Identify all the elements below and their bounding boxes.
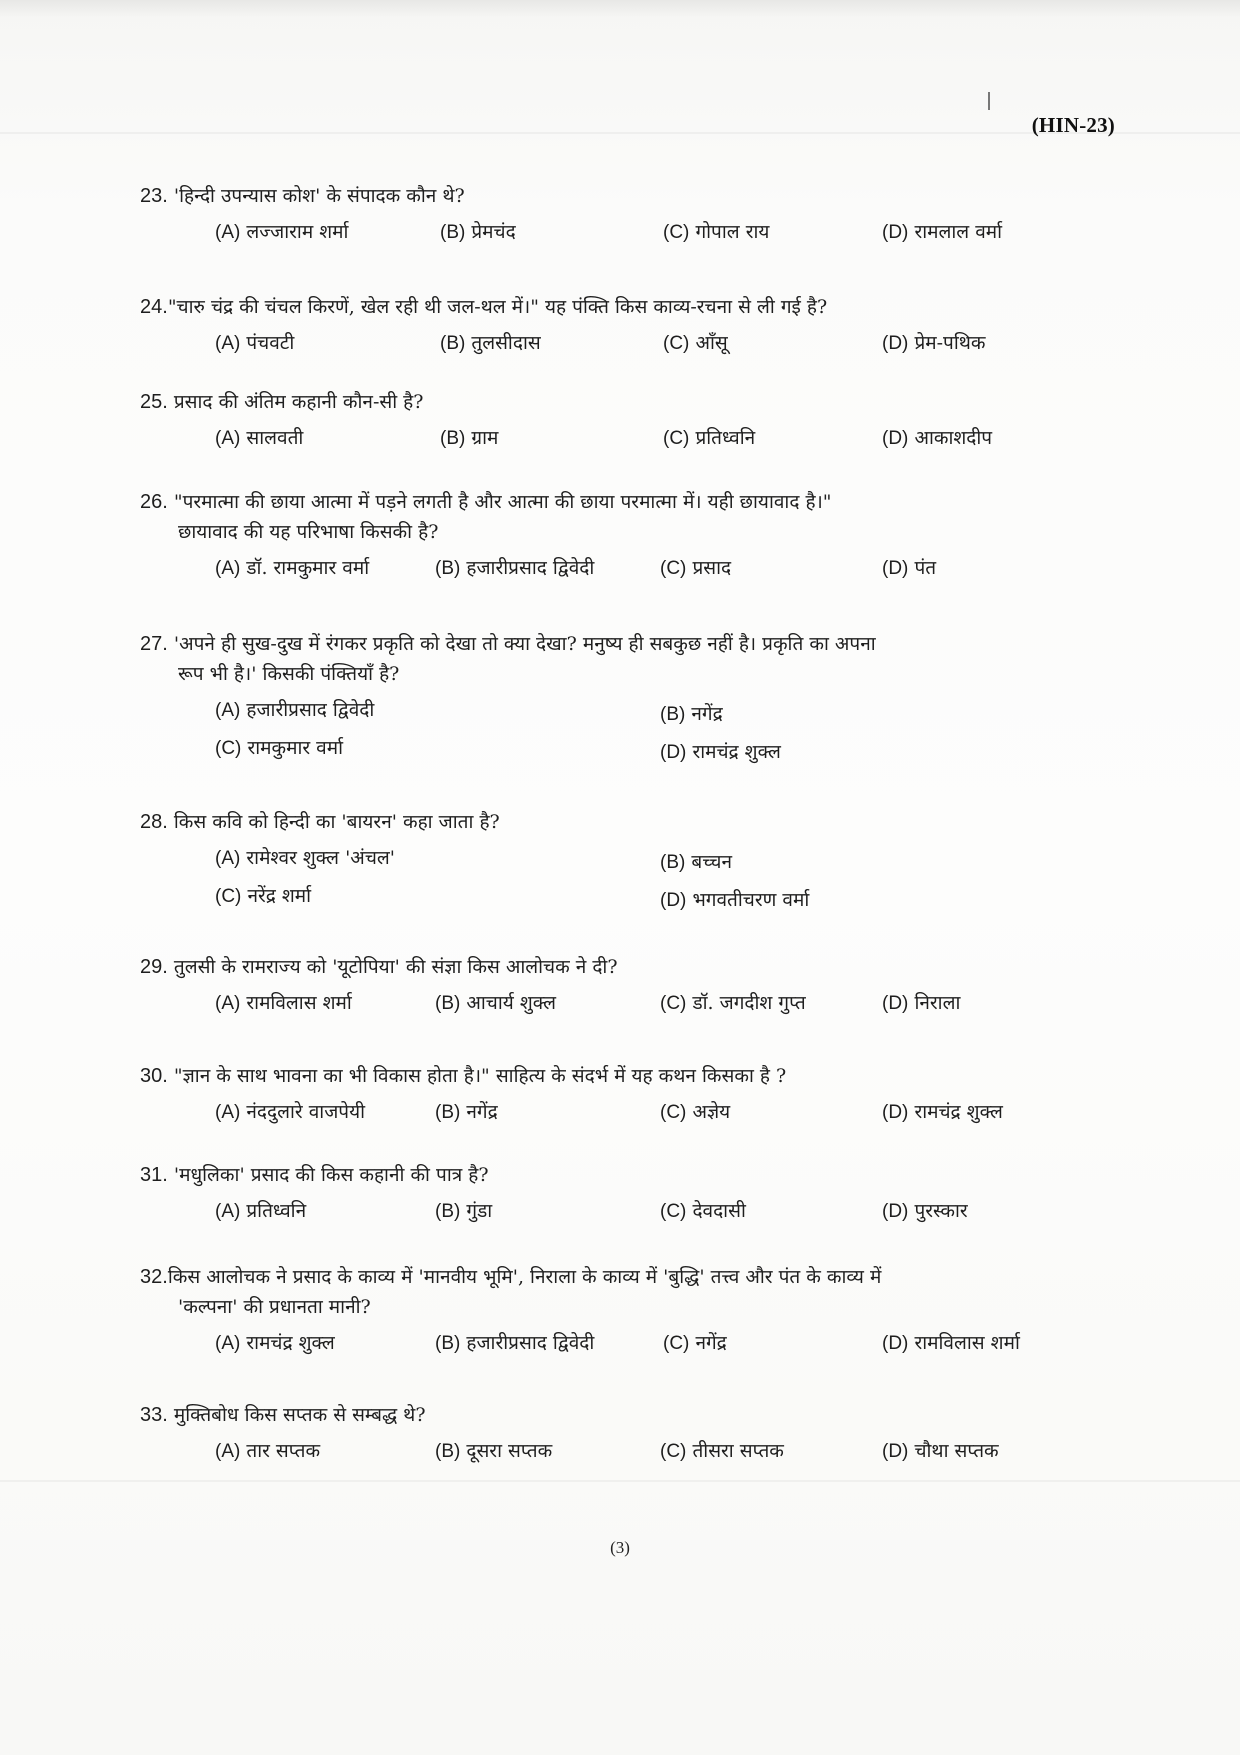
option-b	[660, 699, 723, 730]
option-c	[660, 553, 731, 584]
paper-code: (HIN-23)	[1031, 113, 1115, 137]
question-text-line	[140, 1061, 1120, 1091]
option-letter: (D)	[882, 1201, 909, 1222]
question-27	[140, 629, 1120, 771]
question-number: 30.	[140, 1065, 168, 1087]
question-number: 31.	[140, 1164, 168, 1186]
option-letter: (A)	[215, 993, 241, 1014]
option-c	[663, 328, 728, 359]
option-letter: (A)	[215, 222, 241, 243]
option-b	[435, 1097, 498, 1128]
option-text: बच्चन	[691, 851, 732, 873]
option-letter: (B)	[435, 1102, 461, 1123]
option-a	[215, 328, 294, 359]
question-number: 33.	[140, 1404, 168, 1426]
option-a	[215, 553, 369, 584]
option-b	[435, 1196, 492, 1227]
option-text: रामचंद्र शुक्ल	[914, 1101, 1003, 1123]
option-letter: (C)	[660, 558, 687, 579]
question-text: "परमात्मा की छाया आत्मा में पड़ने लगती है और आत्मा की छाया परमात्मा में। यही छायावाद है।"	[173, 491, 832, 513]
option-text: तीसरा सप्तक	[692, 1440, 784, 1462]
question-24	[140, 292, 1120, 362]
option-c	[660, 1196, 746, 1227]
option-letter: (C)	[663, 222, 690, 243]
option-c	[663, 1328, 727, 1359]
option-text: तुलसीदास	[471, 332, 541, 354]
options-row	[140, 1196, 1120, 1230]
option-b	[435, 988, 556, 1019]
option-letter: (D)	[882, 222, 909, 243]
question-32	[140, 1262, 1120, 1362]
scan-shadow	[0, 0, 1240, 18]
option-d	[882, 553, 936, 584]
option-text: देवदासी	[692, 1200, 746, 1222]
question-number: 29.	[140, 956, 168, 978]
option-text: प्रेमचंद	[471, 221, 516, 243]
option-d	[882, 1436, 999, 1467]
option-letter: (D)	[660, 742, 687, 763]
option-text: सालवती	[246, 427, 304, 449]
option-text: गोपाल राय	[695, 221, 770, 243]
option-text: पुरस्कार	[914, 1200, 968, 1222]
page-number: (3)	[610, 1538, 630, 1557]
options-row	[140, 1436, 1120, 1470]
margin-mark	[988, 92, 990, 110]
question-text-line	[140, 292, 1120, 322]
option-letter: (B)	[435, 558, 461, 579]
option-text: प्रसाद	[692, 557, 732, 579]
options-row	[140, 988, 1120, 1022]
option-text: रामविलास शर्मा	[914, 1332, 1020, 1354]
scan-artifact-line	[0, 1480, 1240, 1482]
option-text: प्रतिध्वनि	[695, 427, 756, 449]
option-letter: (B)	[660, 704, 686, 725]
option-letter: (D)	[882, 1102, 909, 1123]
question-text-line	[140, 1160, 1120, 1190]
option-letter: (B)	[440, 222, 466, 243]
option-letter: (B)	[440, 428, 466, 449]
option-text: भगवतीचरण वर्मा	[692, 889, 810, 911]
question-text: 'हिन्दी उपन्यास कोश' के संपादक कौन थे?	[173, 185, 465, 207]
options-row	[140, 1328, 1120, 1362]
option-letter: (D)	[882, 1441, 909, 1462]
option-a	[215, 423, 303, 454]
option-c	[660, 1436, 784, 1467]
option-letter: (B)	[440, 333, 466, 354]
option-b	[440, 328, 541, 359]
option-letter: (A)	[215, 333, 241, 354]
option-c	[660, 988, 806, 1019]
option-text: प्रतिध्वनि	[246, 1200, 307, 1222]
option-letter: (D)	[882, 1333, 909, 1354]
option-letter: (C)	[660, 1201, 687, 1222]
option-c	[660, 1097, 730, 1128]
option-letter: (A)	[215, 700, 241, 721]
option-text: पंचवटी	[246, 332, 295, 354]
options-row	[140, 423, 1120, 457]
option-b	[660, 847, 732, 878]
option-text: चौथा सप्तक	[914, 1440, 999, 1462]
option-letter: (D)	[882, 333, 909, 354]
option-text: डॉ. जगदीश गुप्त	[692, 992, 806, 1014]
option-letter: (A)	[215, 848, 241, 869]
option-d	[882, 1196, 968, 1227]
option-text: नंददुलारे वाजपेयी	[246, 1101, 366, 1123]
option-text: नगेंद्र	[691, 703, 723, 725]
option-letter: (C)	[663, 333, 690, 354]
option-a	[215, 1196, 306, 1227]
option-text: प्रेम-पथिक	[914, 332, 986, 354]
question-text-line	[140, 807, 1120, 837]
question-number: 27.	[140, 633, 168, 655]
option-b	[440, 217, 516, 248]
question-number: 24.	[140, 296, 168, 318]
question-number: 28.	[140, 811, 168, 833]
option-letter: (C)	[663, 428, 690, 449]
question-text: किस कवि को हिन्दी का 'बायरन' कहा जाता है?	[173, 811, 500, 833]
option-letter: (C)	[660, 993, 687, 1014]
option-letter: (D)	[882, 993, 909, 1014]
option-letter: (A)	[215, 1333, 241, 1354]
question-text-line: 'कल्पना' की प्रधानता मानी?	[178, 1296, 371, 1318]
options-row	[140, 217, 1120, 251]
option-a	[215, 217, 348, 248]
option-d	[660, 885, 809, 916]
option-c	[215, 733, 343, 764]
options-grid	[140, 843, 1120, 919]
option-a	[215, 988, 352, 1019]
question-number: 25.	[140, 391, 168, 413]
option-text: आचार्य शुक्ल	[466, 992, 556, 1014]
option-text: आकाशदीप	[914, 427, 993, 449]
question-text-line	[140, 181, 1120, 211]
option-d	[882, 423, 992, 454]
option-letter: (A)	[215, 1441, 241, 1462]
option-a	[215, 1436, 320, 1467]
option-d	[882, 328, 985, 359]
option-text: हजारीप्रसाद द्विवेदी	[466, 1332, 595, 1354]
option-letter: (B)	[435, 1441, 461, 1462]
option-letter: (A)	[215, 558, 241, 579]
option-text: रामचंद्र शुक्ल	[246, 1332, 335, 1354]
question-text-line	[140, 1400, 1120, 1430]
option-text: पंत	[914, 557, 937, 579]
question-text: "चारु चंद्र की चंचल किरणें, खेल रही थी जल-थल में।" यह पंक्ति किस काव्य-रचना से ली गई है?	[167, 296, 828, 318]
question-text-line	[140, 629, 1120, 659]
question-28	[140, 807, 1120, 919]
option-text: डॉ. रामकुमार वर्मा	[246, 557, 370, 579]
options-row	[140, 328, 1120, 362]
option-b	[435, 1328, 594, 1359]
question-text: 'मधुलिका' प्रसाद की किस कहानी की पात्र है?	[173, 1164, 489, 1186]
question-31	[140, 1160, 1120, 1230]
option-b	[435, 1436, 552, 1467]
option-text: हजारीप्रसाद द्विवेदी	[246, 699, 375, 721]
question-text-line: छायावाद की यह परिभाषा किसकी है?	[178, 521, 439, 543]
option-d	[882, 988, 960, 1019]
option-c	[663, 423, 755, 454]
options-grid	[140, 695, 1120, 771]
option-text: तार सप्तक	[246, 1440, 321, 1462]
option-a	[215, 1328, 335, 1359]
option-letter: (C)	[660, 1441, 687, 1462]
option-letter: (C)	[215, 738, 242, 759]
option-text: रामलाल वर्मा	[914, 221, 1003, 243]
option-a	[215, 695, 374, 726]
option-d	[882, 1328, 1020, 1359]
option-text: ग्राम	[471, 427, 499, 449]
option-text: रामविलास शर्मा	[246, 992, 352, 1014]
option-text: रामेश्वर शुक्ल 'अंचल'	[246, 847, 395, 869]
question-number: 32.	[140, 1266, 168, 1288]
question-text: 'अपने ही सुख-दुख में रंगकर प्रकृति को देखा तो क्या देखा? मनुष्य ही सबकुछ नहीं है। प्रकृति का अपना	[173, 633, 876, 655]
option-text: गुंडा	[466, 1200, 493, 1222]
option-text: दूसरा सप्तक	[466, 1440, 553, 1462]
option-letter: (B)	[435, 993, 461, 1014]
option-letter: (A)	[215, 1102, 241, 1123]
option-d	[882, 217, 1002, 248]
question-25	[140, 387, 1120, 457]
option-d	[882, 1097, 1003, 1128]
option-letter: (B)	[435, 1333, 461, 1354]
option-c	[663, 217, 769, 248]
question-text: किस आलोचक ने प्रसाद के काव्य में 'मानवीय भूमि', निराला के काव्य में 'बुद्धि' तत्त्व और पंत के काव्य में	[167, 1266, 882, 1288]
options-row	[140, 553, 1120, 587]
option-letter: (A)	[215, 428, 241, 449]
option-text: रामचंद्र शुक्ल	[692, 741, 781, 763]
question-text-line	[140, 1262, 1120, 1292]
question-text-line	[140, 952, 1120, 982]
option-letter: (C)	[215, 886, 242, 907]
option-letter: (D)	[660, 890, 687, 911]
option-letter: (C)	[660, 1102, 687, 1123]
question-text: "ज्ञान के साथ भावना का भी विकास होता है।" साहित्य के संदर्भ में यह कथन किसका है ?	[173, 1065, 787, 1087]
question-29	[140, 952, 1120, 1022]
option-letter: (B)	[660, 852, 686, 873]
question-text: प्रसाद की अंतिम कहानी कौन-सी है?	[173, 391, 424, 413]
option-b	[435, 553, 594, 584]
question-23	[140, 181, 1120, 251]
option-text: नगेंद्र	[466, 1101, 498, 1123]
question-30	[140, 1061, 1120, 1131]
question-33	[140, 1400, 1120, 1470]
option-a	[215, 843, 395, 874]
option-letter: (B)	[435, 1201, 461, 1222]
option-text: आँसू	[695, 332, 728, 354]
option-c	[215, 881, 311, 912]
question-text-line	[140, 387, 1120, 417]
option-a	[215, 1097, 365, 1128]
option-text: अज्ञेय	[692, 1101, 731, 1123]
option-text: हजारीप्रसाद द्विवेदी	[466, 557, 595, 579]
option-letter: (C)	[663, 1333, 690, 1354]
option-text: रामकुमार वर्मा	[247, 737, 344, 759]
question-text: मुक्तिबोध किस सप्तक से सम्बद्ध थे?	[173, 1404, 426, 1426]
options-row	[140, 1097, 1120, 1131]
option-text: नगेंद्र	[695, 1332, 727, 1354]
option-text: नरेंद्र शर्मा	[247, 885, 312, 907]
option-letter: (A)	[215, 1201, 241, 1222]
question-text-line: रूप भी है।' किसकी पंक्तियाँ है?	[178, 663, 400, 685]
question-text-line	[140, 487, 1120, 517]
option-text: निराला	[914, 992, 961, 1014]
option-letter: (D)	[882, 428, 909, 449]
question-26	[140, 487, 1120, 587]
option-d	[660, 737, 781, 768]
option-text: लज्जाराम शर्मा	[246, 221, 349, 243]
option-b	[440, 423, 498, 454]
question-text: तुलसी के रामराज्य को 'यूटोपिया' की संज्ञा किस आलोचक ने दी?	[173, 956, 618, 978]
option-letter: (D)	[882, 558, 909, 579]
question-number: 23.	[140, 185, 168, 207]
question-number: 26.	[140, 491, 168, 513]
